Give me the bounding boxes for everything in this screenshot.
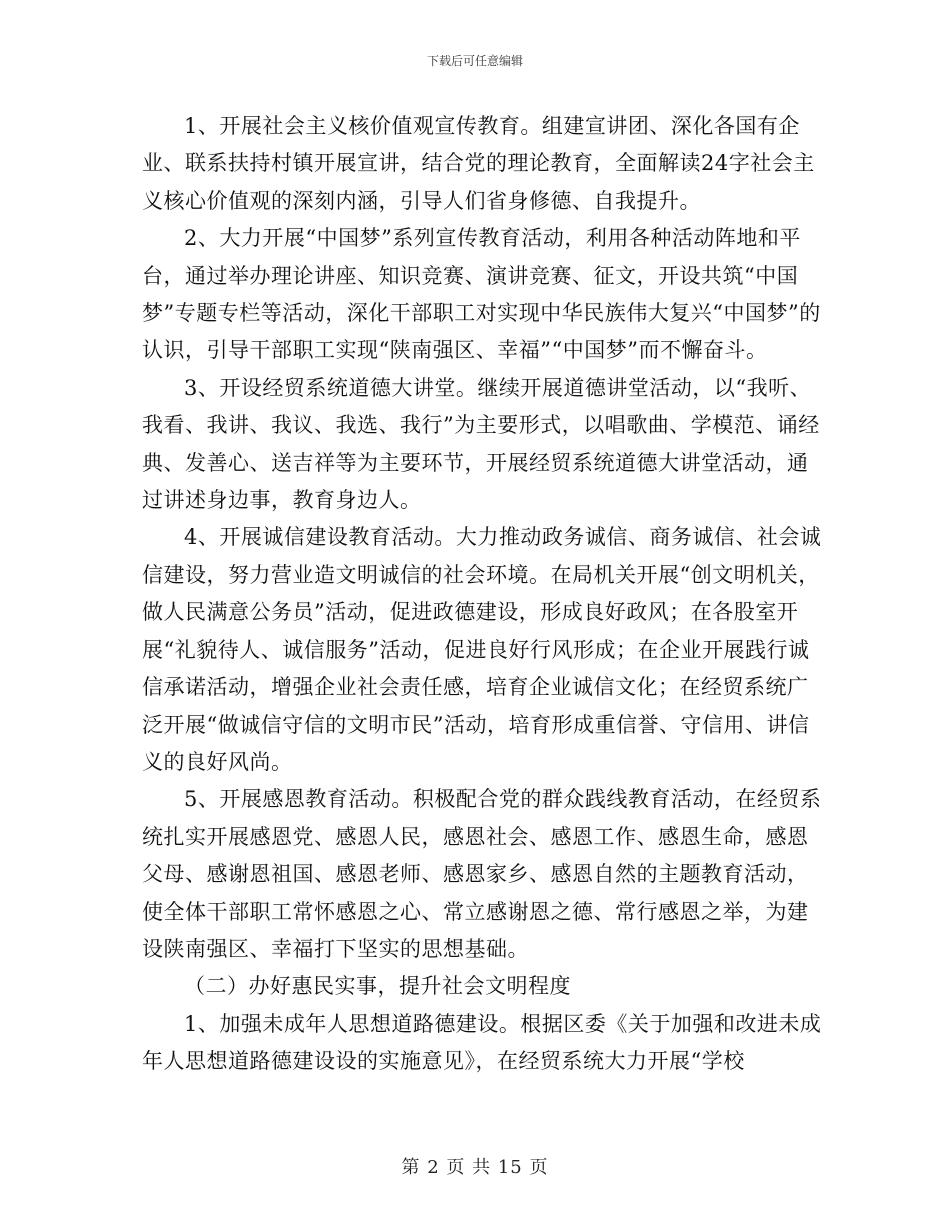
page-header: 下载后可任意编辑 [426,54,523,68]
paragraph-2: 2、大力开展“中国梦”系列宣传教育活动，利用各种活动阵地和平台，通过举办理论讲座、知识竞赛、演讲竞赛、征文，开设共筑“中国梦”专题专栏等活动，深化干部职工对实现中华民族伟大复兴“中国梦”的认识，引导干部职工实现“陕南强区、幸福”“中国梦”而不懈奋斗。 [142,226,821,363]
page-footer: 第 2 页 共 15 页 [401,1157,549,1178]
document-body [142,108,822,1081]
paragraph-6: 1、加强未成年人思想道路德建设。根据区委《关于加强和改进未成年人思想道路德建设设的实施意见》，在经贸系统大力开展“学校 [142,1011,822,1074]
paragraph-4: 4、开展诚信建设教育活动。大力推动政务诚信、商务诚信、社会诚信建设，努力营业造文明诚信的社会环境。在局机关开展“创文明机关，做人民满意公务员”活动，促进政德建设，形成良好政风；在各股室开展“礼貌待人、诚信服务”活动，促进良好行风形成；在企业开展践行诚信承诺活动，增强企业社会责任感，培育企业诚信文化；在经贸系统广泛开展“做诚信守信的文明市民”活动，培育形成重信誉、守信用、讲信义的良好风尚。 [142,525,822,774]
paragraph-1: 1、开展社会主义核价值观宣传教育。组建宣讲团、深化各国有企业、联系扶持村镇开展宣讲，结合党的理论教育，全面解读24字社会主义核心价值观的深刻内涵，引导人们省身修德、自我提升。 [142,114,815,213]
section-heading: （二）办好惠民实事，提升社会文明程度 [184,974,571,999]
paragraph-5: 5、开展感恩教育活动。积极配合党的群众践线教育活动，在经贸系统扎实开展感恩党、感恩人民，感恩社会、感恩工作、感恩生命，感恩父母、感谢恩祖国、感恩老师、感恩家乡、感恩自然的主题教育活动，使全体干部职工常怀感恩之心、常立感谢恩之德、常行感恩之举，为建设陕南强区、幸福打下坚实的思想基础。 [142,787,822,961]
paragraph-3: 3、开设经贸系统道德大讲堂。继续开展道德讲堂活动，以“我听、我看、我讲、我议、我选、我行”为主要形式，以唱歌曲、学模范、诵经典、发善心、送吉祥等为主要环节，开展经贸系统道德大讲堂活动，通过讲述身边事，教育身边人。 [142,375,820,513]
